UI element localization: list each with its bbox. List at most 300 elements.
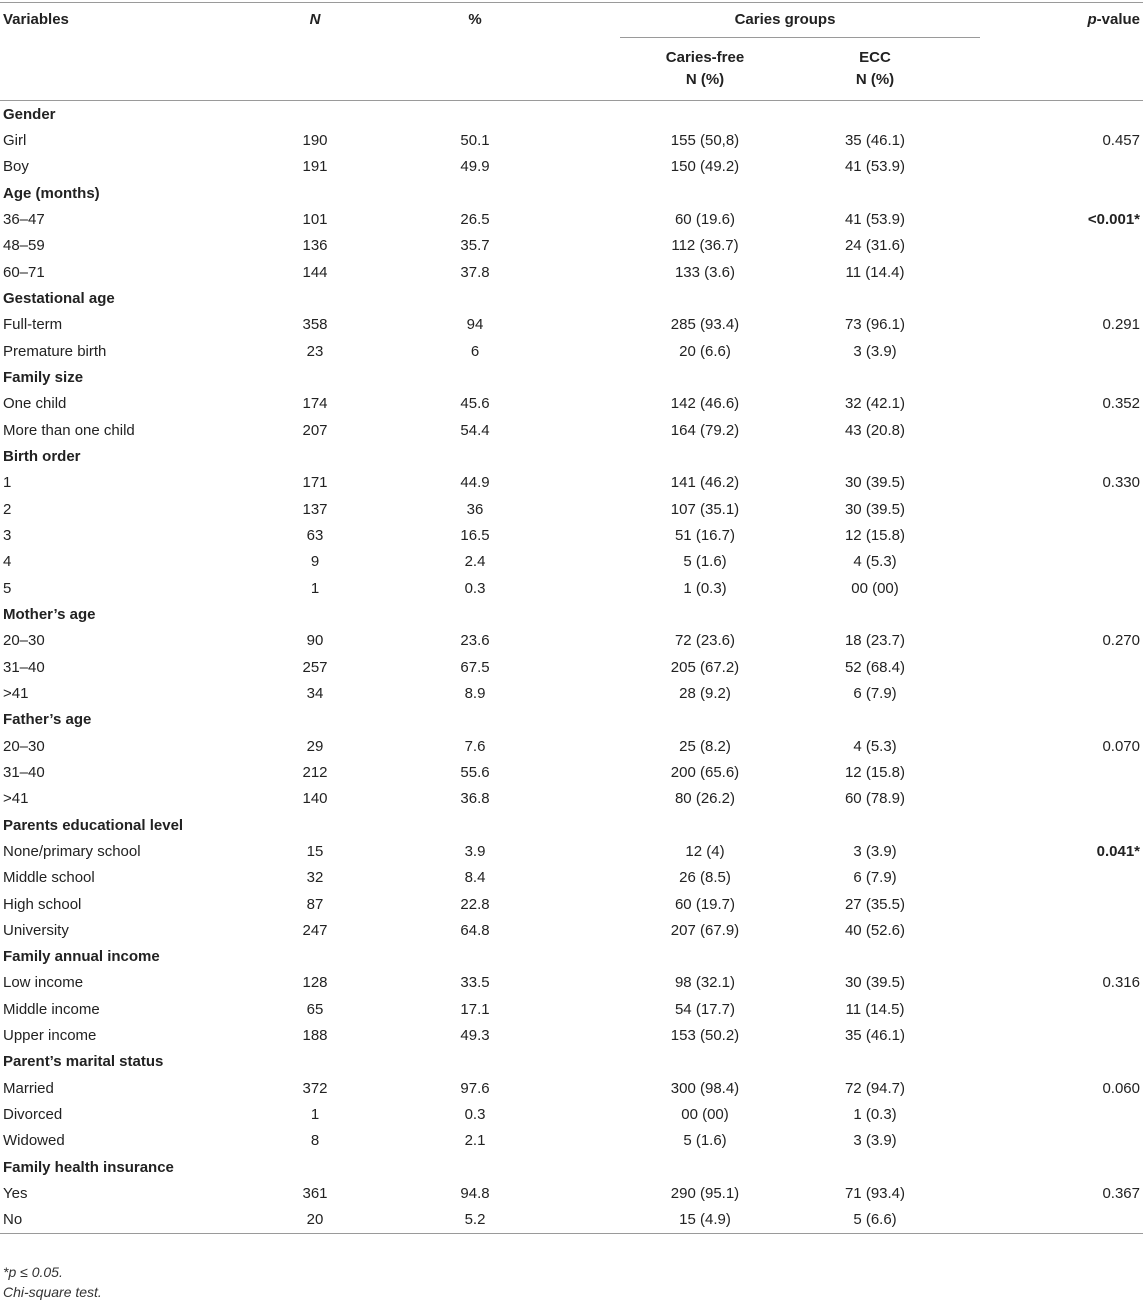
group-empty-cell	[210, 601, 390, 627]
group-empty-cell	[980, 443, 1143, 469]
group-empty-cell	[770, 1154, 980, 1180]
header-spacer-6	[980, 38, 1143, 101]
cell-ecc: 12 (15.8)	[844, 763, 906, 781]
cell-pvalue	[980, 1207, 1143, 1234]
group-empty-cell	[980, 180, 1143, 206]
row-label: Middle school	[3, 869, 95, 887]
cell-n: 128	[302, 974, 328, 992]
cell-caries-free: 200 (65.6)	[670, 763, 740, 781]
row-label: >41	[3, 684, 29, 702]
group-row	[0, 1154, 1143, 1180]
group-empty-cell	[770, 364, 980, 390]
cell-n: 32	[306, 869, 324, 887]
row-label: 5	[3, 579, 12, 597]
row-label: Low income	[3, 974, 84, 992]
table-row	[0, 996, 1143, 1022]
table-row	[0, 154, 1143, 180]
cell-ecc: 32 (42.1)	[844, 395, 906, 413]
table-row	[0, 786, 1143, 812]
table-row	[0, 628, 1143, 654]
cell-pvalue	[980, 654, 1143, 680]
cell-pct: 49.3	[460, 1027, 490, 1045]
cell-n: 190	[302, 131, 328, 149]
header-pvalue-prefix: p	[1087, 10, 1097, 28]
cell-caries-free: 285 (93.4)	[670, 316, 740, 334]
cell-pvalue	[980, 496, 1143, 522]
cell-n: 174	[302, 395, 328, 413]
cell-pct: 35.7	[460, 237, 490, 255]
group-empty-cell	[390, 180, 560, 206]
cell-n: 144	[302, 263, 328, 281]
table-row	[0, 259, 1143, 285]
row-label: No	[0, 1207, 210, 1234]
group-label: Gender	[3, 105, 56, 123]
cell-caries-free: 12 (4)	[685, 842, 725, 860]
row-label: University	[3, 921, 69, 939]
row-label: 4	[3, 553, 12, 571]
cell-ecc: 18 (23.7)	[844, 632, 906, 650]
group-row	[0, 443, 1143, 469]
group-empty-cell	[560, 812, 770, 838]
row-label: Married	[3, 1079, 54, 1097]
table-body	[0, 101, 1143, 1234]
group-empty-cell	[210, 944, 390, 970]
cell-pvalue	[980, 891, 1143, 917]
cell-pvalue	[980, 522, 1143, 548]
row-label: 48–59	[3, 237, 45, 255]
header-variables: Variables	[3, 10, 69, 28]
group-empty-cell	[390, 601, 560, 627]
group-empty-cell	[390, 1154, 560, 1180]
cell-pct: 67.5	[460, 658, 490, 676]
cell-caries-free: 142 (46.6)	[670, 395, 740, 413]
cell-n: 191	[302, 158, 328, 176]
cell-pct: 49.9	[460, 158, 490, 176]
group-label: Father’s age	[3, 711, 92, 729]
cell-caries-free: 80 (26.2)	[674, 790, 736, 808]
group-empty-cell	[210, 180, 390, 206]
table-row	[0, 575, 1143, 601]
cell-n: 188	[302, 1027, 328, 1045]
table-row	[0, 338, 1143, 364]
group-row	[0, 944, 1143, 970]
cell-pvalue: 0.457	[1102, 131, 1140, 149]
row-label: Full-term	[3, 316, 63, 334]
row-label: Boy	[3, 158, 29, 176]
cell-caries-free: 150 (49.2)	[670, 158, 740, 176]
header-pvalue	[980, 0, 1143, 38]
table-row	[0, 391, 1143, 417]
cell-caries-free: 72 (23.6)	[674, 632, 736, 650]
row-label: 31–40	[3, 763, 45, 781]
group-empty-cell	[560, 944, 770, 970]
cell-pct: 36	[466, 500, 484, 518]
cell-pvalue: 0.291	[1102, 316, 1140, 334]
cell-caries-free: 60 (19.6)	[674, 210, 736, 228]
header-spacer-3	[390, 38, 560, 101]
group-empty-cell	[210, 285, 390, 311]
cell-n: 90	[306, 632, 324, 650]
cell-pvalue	[980, 680, 1143, 706]
cell-caries-free: 290 (95.1)	[670, 1185, 740, 1203]
cell-pct: 3.9	[464, 842, 486, 860]
cell-pct: 16.5	[460, 526, 490, 544]
table-row	[0, 891, 1143, 917]
group-label: Mother’s age	[3, 605, 96, 623]
header-n	[210, 0, 390, 38]
cell-pvalue	[980, 786, 1143, 812]
cell-pvalue	[980, 259, 1143, 285]
group-label: Birth order	[3, 447, 81, 465]
cell-pvalue	[980, 917, 1143, 943]
row-label: Middle income	[3, 1000, 100, 1018]
group-empty-cell	[770, 944, 980, 970]
table-row	[0, 549, 1143, 575]
header-caries-free	[560, 38, 770, 101]
header-spacer-2	[210, 38, 390, 101]
cell-pvalue: 0.041*	[1096, 842, 1140, 860]
cell-ecc: 3 (3.9)	[853, 342, 897, 360]
table-row	[0, 970, 1143, 996]
row-label: Upper income	[3, 1027, 97, 1045]
table-row	[0, 654, 1143, 680]
table-row	[0, 1207, 1143, 1234]
cell-pvalue	[980, 1101, 1143, 1127]
header-caries-free-line2: N (%)	[685, 71, 725, 88]
cell-caries-free: 112 (36.7)	[671, 237, 739, 255]
group-empty-cell	[390, 285, 560, 311]
group-label: Family health insurance	[3, 1158, 174, 1176]
group-empty-cell	[980, 101, 1143, 128]
cell-pct: 45.6	[460, 395, 490, 413]
row-label: 31–40	[3, 658, 45, 676]
table-row	[0, 127, 1143, 153]
row-label: Girl	[3, 131, 27, 149]
group-empty-cell	[770, 601, 980, 627]
cell-caries-free: 153 (50.2)	[670, 1027, 740, 1045]
cell-pct: 54.4	[460, 421, 490, 439]
cell-pct: 22.8	[460, 895, 490, 913]
row-label: 3	[3, 526, 12, 544]
cell-pct: 50.1	[460, 131, 490, 149]
cell-pvalue	[980, 1128, 1143, 1154]
group-label: Age (months)	[3, 184, 100, 202]
cell-pct: 37.8	[460, 263, 490, 281]
cell-caries-free: 26 (8.5)	[679, 869, 731, 887]
group-empty-cell	[210, 101, 390, 128]
cell-ecc: 73 (96.1)	[844, 316, 906, 334]
group-empty-cell	[390, 812, 560, 838]
row-label: One child	[3, 395, 67, 413]
cell-pvalue	[980, 338, 1143, 364]
cell-n: 140	[302, 790, 328, 808]
cell-ecc: 3 (3.9)	[853, 842, 897, 860]
cell-caries-free: 5 (1.6)	[683, 553, 727, 571]
cell-caries-free: 141 (46.2)	[670, 474, 740, 492]
row-label: Divorced	[3, 1106, 63, 1124]
table-row	[0, 312, 1143, 338]
cell-n: 372	[302, 1079, 328, 1097]
cell-caries-free: 25 (8.2)	[679, 737, 731, 755]
cell-n: 1	[310, 1106, 320, 1124]
group-empty-cell	[770, 285, 980, 311]
table-footnotes	[3, 1262, 102, 1302]
cell-n: 257	[302, 658, 328, 676]
cell-ecc: 60 (78.9)	[844, 790, 906, 808]
cell-ecc: 24 (31.6)	[844, 237, 906, 255]
cell-ecc: 41 (53.9)	[844, 210, 906, 228]
cell-n: 247	[302, 921, 328, 939]
cell-n: 65	[306, 1000, 324, 1018]
group-empty-cell	[980, 364, 1143, 390]
cell-pct: 7.6	[464, 737, 486, 755]
table-row	[0, 1180, 1143, 1206]
cell-ecc: 52 (68.4)	[844, 658, 906, 676]
cell-caries-free: 98 (32.1)	[674, 974, 736, 992]
group-empty-cell	[980, 1154, 1143, 1180]
group-empty-cell	[770, 180, 980, 206]
group-empty-cell	[560, 285, 770, 311]
cell-caries-free: 107 (35.1)	[670, 500, 740, 518]
cell-pct: 8.9	[464, 684, 486, 702]
cell-pvalue	[980, 575, 1143, 601]
group-row	[0, 285, 1143, 311]
cell-n: 361	[302, 1185, 328, 1203]
cell-ecc: 5 (6.6)	[770, 1207, 980, 1234]
cell-ecc: 4 (5.3)	[853, 737, 897, 755]
cell-ecc: 30 (39.5)	[844, 474, 906, 492]
group-empty-cell	[770, 1049, 980, 1075]
cell-n: 8	[310, 1132, 320, 1150]
cell-ecc: 40 (52.6)	[844, 921, 906, 939]
cell-n: 136	[302, 237, 328, 255]
cell-n: 1	[310, 579, 320, 597]
cell-pct: 17.1	[460, 1000, 490, 1018]
cell-n: 15	[306, 842, 324, 860]
group-empty-cell	[210, 812, 390, 838]
cell-pct: 97.6	[460, 1079, 490, 1097]
group-empty-cell	[560, 707, 770, 733]
header-ecc-line2: N (%)	[855, 71, 895, 88]
group-row	[0, 812, 1143, 838]
cell-caries-free: 5 (1.6)	[683, 1132, 727, 1150]
group-empty-cell	[980, 812, 1143, 838]
cell-pvalue: <0.001*	[1087, 210, 1140, 228]
cell-ecc: 43 (20.8)	[844, 421, 906, 439]
cell-caries-free: 60 (19.7)	[674, 895, 736, 913]
cell-pvalue: 0.367	[1102, 1185, 1140, 1203]
group-label: Family size	[3, 368, 84, 386]
cell-caries-free: 155 (50,8)	[670, 131, 740, 149]
group-empty-cell	[980, 1049, 1143, 1075]
cell-caries-free: 133 (3.6)	[674, 263, 736, 281]
cell-ecc: 1 (0.3)	[853, 1106, 897, 1124]
cell-pvalue	[980, 233, 1143, 259]
row-label: 2	[3, 500, 12, 518]
cell-pct: 8.4	[464, 869, 486, 887]
table-row	[0, 470, 1143, 496]
cell-pvalue	[980, 996, 1143, 1022]
cell-ecc: 11 (14.5)	[845, 1000, 905, 1018]
table-row	[0, 206, 1143, 232]
group-row	[0, 601, 1143, 627]
table-row	[0, 733, 1143, 759]
group-empty-cell	[770, 443, 980, 469]
group-empty-cell	[390, 707, 560, 733]
cell-pvalue	[980, 417, 1143, 443]
cell-caries-free: 1 (0.3)	[683, 579, 727, 597]
header-ecc-line1: ECC	[859, 49, 891, 66]
group-label: Family annual income	[3, 948, 160, 966]
cell-pct: 5.2	[390, 1207, 560, 1234]
cell-caries-free: 164 (79.2)	[670, 421, 740, 439]
table-row	[0, 417, 1143, 443]
group-empty-cell	[390, 443, 560, 469]
header-caries-groups-text: Caries groups	[734, 10, 836, 28]
cell-ecc: 6 (7.9)	[853, 684, 897, 702]
group-empty-cell	[210, 364, 390, 390]
cell-ecc: 4 (5.3)	[853, 553, 897, 571]
header-ecc	[770, 38, 980, 101]
row-label: Widowed	[3, 1132, 65, 1150]
cell-ecc: 12 (15.8)	[844, 526, 906, 544]
footnote-significance: *p ≤ 0.05.	[3, 1264, 63, 1280]
cell-n: 87	[306, 895, 324, 913]
group-empty-cell	[560, 1049, 770, 1075]
cell-pvalue	[980, 865, 1143, 891]
group-empty-cell	[390, 944, 560, 970]
cell-ecc: 41 (53.9)	[844, 158, 906, 176]
group-empty-cell	[560, 180, 770, 206]
header-pvalue-suffix: -value	[1096, 10, 1140, 28]
cell-n: 63	[306, 526, 324, 544]
group-row	[0, 364, 1143, 390]
row-label: Premature birth	[3, 342, 107, 360]
table-row	[0, 1128, 1143, 1154]
cell-pct: 36.8	[460, 790, 490, 808]
group-empty-cell	[210, 443, 390, 469]
group-empty-cell	[210, 1049, 390, 1075]
cell-ecc: 72 (94.7)	[844, 1079, 906, 1097]
cell-n: 207	[302, 421, 328, 439]
cell-pvalue: 0.316	[1102, 974, 1140, 992]
table-row	[0, 1022, 1143, 1048]
cell-caries-free: 28 (9.2)	[679, 684, 731, 702]
group-row	[0, 101, 1143, 128]
cell-pct: 44.9	[460, 474, 490, 492]
cell-ecc: 11 (14.4)	[845, 263, 905, 281]
group-label: Parent’s marital status	[3, 1053, 164, 1071]
cell-caries-free: 20 (6.6)	[679, 342, 731, 360]
cell-caries-free: 00 (00)	[681, 1106, 729, 1124]
cell-pct: 0.3	[464, 579, 486, 597]
cell-n: 358	[302, 316, 328, 334]
cell-n: 9	[310, 553, 320, 571]
cell-n: 23	[306, 342, 324, 360]
cell-pct: 2.4	[464, 553, 486, 571]
cell-ecc: 71 (93.4)	[844, 1185, 906, 1203]
row-label: High school	[3, 895, 82, 913]
header-pct: %	[468, 10, 482, 28]
table-row	[0, 496, 1143, 522]
cell-pvalue: 0.070	[1102, 737, 1140, 755]
table-row	[0, 759, 1143, 785]
cell-caries-free: 15 (4.9)	[560, 1207, 770, 1234]
cell-pct: 33.5	[460, 974, 490, 992]
cell-caries-free: 205 (67.2)	[670, 658, 740, 676]
cell-pct: 55.6	[460, 763, 490, 781]
cell-pvalue: 0.270	[1102, 632, 1140, 650]
row-label: 60–71	[3, 263, 45, 281]
group-empty-cell	[980, 285, 1143, 311]
cell-ecc: 35 (46.1)	[844, 131, 906, 149]
row-label: >41	[3, 790, 29, 808]
cell-pct: 2.1	[464, 1132, 486, 1150]
row-label: None/primary school	[3, 842, 141, 860]
cell-n: 137	[302, 500, 328, 518]
table-row	[0, 917, 1143, 943]
cell-pvalue	[980, 154, 1143, 180]
group-empty-cell	[770, 101, 980, 128]
group-empty-cell	[560, 443, 770, 469]
group-row	[0, 707, 1143, 733]
row-label: 20–30	[3, 737, 45, 755]
cell-pvalue: 0.330	[1102, 474, 1140, 492]
cell-ecc: 30 (39.5)	[844, 500, 906, 518]
group-empty-cell	[210, 707, 390, 733]
row-label: 20–30	[3, 632, 45, 650]
cell-caries-free: 54 (17.7)	[674, 1000, 736, 1018]
group-empty-cell	[770, 707, 980, 733]
row-label: 1	[3, 474, 12, 492]
cell-n: 171	[302, 474, 328, 492]
row-label: 36–47	[3, 210, 45, 228]
group-empty-cell	[390, 364, 560, 390]
table-row	[0, 865, 1143, 891]
cell-pct: 64.8	[460, 921, 490, 939]
cell-pct: 0.3	[464, 1106, 486, 1124]
group-row	[0, 180, 1143, 206]
row-label: Yes	[3, 1185, 28, 1203]
cell-pvalue: 0.060	[1102, 1079, 1140, 1097]
cell-n: 34	[306, 684, 324, 702]
row-label: More than one child	[3, 421, 135, 439]
group-empty-cell	[390, 101, 560, 128]
group-empty-cell	[560, 1154, 770, 1180]
group-label: Parents educational level	[3, 816, 184, 834]
cell-pct: 94.8	[460, 1185, 490, 1203]
group-empty-cell	[560, 364, 770, 390]
cell-ecc: 6 (7.9)	[853, 869, 897, 887]
group-empty-cell	[980, 944, 1143, 970]
header-spacer-1	[0, 38, 210, 101]
header-caries-free-line1: Caries-free	[665, 49, 745, 66]
group-empty-cell	[210, 1154, 390, 1180]
cell-ecc: 00 (00)	[851, 579, 899, 597]
cell-ecc: 35 (46.1)	[844, 1027, 906, 1045]
cell-caries-free: 51 (16.7)	[674, 526, 736, 544]
cell-ecc: 3 (3.9)	[853, 1132, 897, 1150]
table-row	[0, 838, 1143, 864]
cell-n: 101	[302, 210, 328, 228]
group-empty-cell	[560, 601, 770, 627]
cell-ecc: 30 (39.5)	[844, 974, 906, 992]
cell-pct: 26.5	[460, 210, 490, 228]
group-empty-cell	[980, 601, 1143, 627]
cell-n: 212	[302, 763, 328, 781]
table-row	[0, 522, 1143, 548]
cell-pvalue	[980, 1022, 1143, 1048]
